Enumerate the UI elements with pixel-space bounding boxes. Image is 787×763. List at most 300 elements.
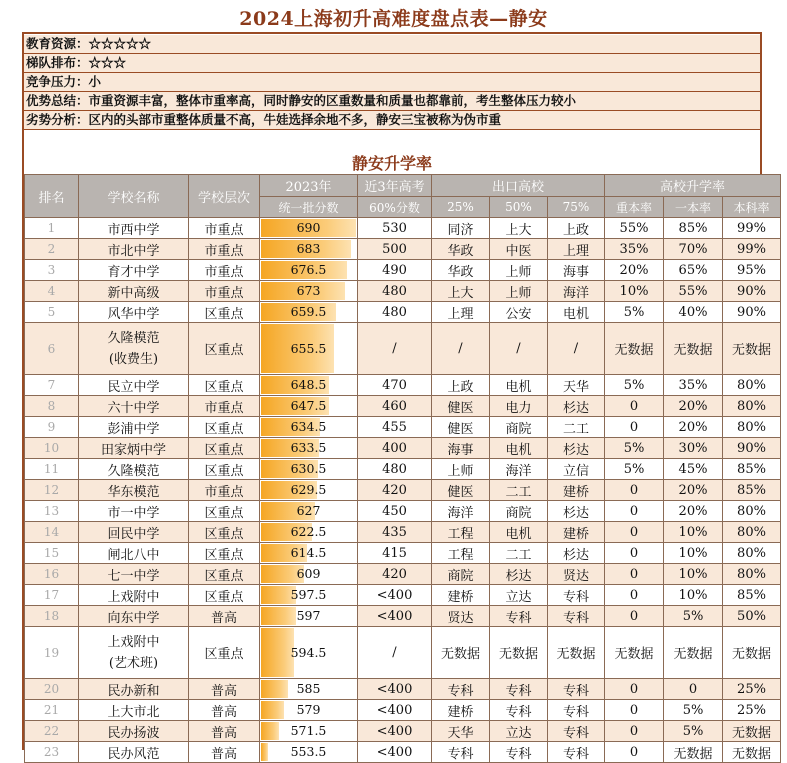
score-value: 629.5 bbox=[290, 482, 327, 497]
score-bar bbox=[261, 701, 284, 719]
cell-exit-75: 杉达 bbox=[548, 438, 605, 459]
cell-score bbox=[260, 260, 358, 281]
cell-exit-25: 上政 bbox=[432, 375, 490, 396]
cell-level: 市重点 bbox=[189, 218, 260, 239]
cell-key-rate: 10% bbox=[605, 281, 664, 302]
cell-exit-50: 海洋 bbox=[490, 459, 548, 480]
cell-exit-25: 海洋 bbox=[432, 501, 490, 522]
cell-gaokao-60: 530 bbox=[358, 218, 432, 239]
cell-school: 田家炳中学 bbox=[79, 438, 189, 459]
cell-gaokao-60: 470 bbox=[358, 375, 432, 396]
score-value: 622.5 bbox=[290, 524, 327, 539]
cell-gaokao-60: 450 bbox=[358, 501, 432, 522]
cell-exit-25: 上大 bbox=[432, 281, 490, 302]
page-title: 2024上海初升高难度盘点表—静安 bbox=[239, 8, 548, 30]
cell-rank: 11 bbox=[25, 459, 79, 480]
cell-school: 华东模范 bbox=[79, 480, 189, 501]
cell-school: 彭浦中学 bbox=[79, 417, 189, 438]
cell-tier1-rate: 20% bbox=[664, 501, 723, 522]
cell-key-rate: 0 bbox=[605, 480, 664, 501]
cell-score bbox=[260, 564, 358, 585]
cell-key-rate: 0 bbox=[605, 501, 664, 522]
cell-bachelor-rate: 80% bbox=[723, 417, 781, 438]
cell-rank: 20 bbox=[25, 679, 79, 700]
cell-school: 闸北八中 bbox=[79, 543, 189, 564]
cell-gaokao-60: 490 bbox=[358, 260, 432, 281]
cell-rank: 13 bbox=[25, 501, 79, 522]
table-row bbox=[25, 606, 781, 627]
cell-key-rate: 5% bbox=[605, 459, 664, 480]
cell-key-rate: 0 bbox=[605, 522, 664, 543]
cell-score bbox=[260, 522, 358, 543]
cell-score bbox=[260, 302, 358, 323]
cell-exit-75: 杉达 bbox=[548, 543, 605, 564]
cell-level: 市重点 bbox=[189, 260, 260, 281]
score-value: 673 bbox=[296, 283, 321, 298]
cell-level: 普高 bbox=[189, 679, 260, 700]
cell-level: 区重点 bbox=[189, 501, 260, 522]
cell-bachelor-rate: 50% bbox=[723, 606, 781, 627]
cell-key-rate: 0 bbox=[605, 721, 664, 742]
cell-exit-50: 立达 bbox=[490, 585, 548, 606]
table-row bbox=[25, 564, 781, 585]
table-title: 静安升学率 bbox=[351, 154, 432, 173]
score-value: 676.5 bbox=[290, 262, 327, 277]
cell-level: 区重点 bbox=[189, 459, 260, 480]
cell-gaokao-60: 415 bbox=[358, 543, 432, 564]
score-value: 597 bbox=[296, 608, 321, 623]
score-value: 571.5 bbox=[290, 723, 327, 738]
cell-level: 区重点 bbox=[189, 564, 260, 585]
cell-gaokao-60: 400 bbox=[358, 438, 432, 459]
table-row bbox=[25, 396, 781, 417]
table-body bbox=[25, 218, 781, 763]
cell-tier1-rate: 5% bbox=[664, 606, 723, 627]
header-rate-group: 高校升学率 bbox=[605, 175, 781, 197]
table-row bbox=[25, 281, 781, 302]
cell-gaokao-60: 480 bbox=[358, 459, 432, 480]
header-level: 学校层次 bbox=[189, 175, 260, 218]
score-value: 647.5 bbox=[290, 398, 327, 413]
cell-tier1-rate: 85% bbox=[664, 218, 723, 239]
cell-bachelor-rate: 90% bbox=[723, 438, 781, 459]
table-row bbox=[25, 239, 781, 260]
info-value-disadvantages: 区内的头部市重整体质量不高，牛娃选择余地不多，静安三宝被称为伪市重 bbox=[88, 112, 502, 127]
table-row bbox=[25, 323, 781, 375]
cell-level: 市重点 bbox=[189, 281, 260, 302]
table-row bbox=[25, 417, 781, 438]
cell-rank: 9 bbox=[25, 417, 79, 438]
info-label-resources: 教育资源： bbox=[26, 36, 89, 51]
cell-exit-50: 商院 bbox=[490, 417, 548, 438]
cell-tier1-rate: 20% bbox=[664, 396, 723, 417]
cell-gaokao-60: 480 bbox=[358, 302, 432, 323]
cell-exit-75: 建桥 bbox=[548, 522, 605, 543]
cell-tier1-rate: 10% bbox=[664, 564, 723, 585]
cell-gaokao-60: 460 bbox=[358, 396, 432, 417]
cell-rank: 14 bbox=[25, 522, 79, 543]
cell-tier1-rate: 40% bbox=[664, 302, 723, 323]
score-value: 683 bbox=[296, 241, 321, 256]
cell-level: 普高 bbox=[189, 700, 260, 721]
score-bar bbox=[261, 743, 268, 761]
cell-exit-25: 海事 bbox=[432, 438, 490, 459]
cell-score bbox=[260, 721, 358, 742]
score-bar bbox=[261, 628, 294, 677]
cell-school: 上戏附中 (艺术班) bbox=[79, 627, 189, 679]
cell-gaokao-60: <400 bbox=[358, 606, 432, 627]
cell-bachelor-rate: 无数据 bbox=[723, 721, 781, 742]
cell-exit-75: 建桥 bbox=[548, 480, 605, 501]
cell-bachelor-rate: 95% bbox=[723, 260, 781, 281]
cell-level: 区重点 bbox=[189, 417, 260, 438]
cell-level: 普高 bbox=[189, 606, 260, 627]
cell-bachelor-rate: 80% bbox=[723, 522, 781, 543]
cell-score bbox=[260, 281, 358, 302]
cell-gaokao-60: <400 bbox=[358, 679, 432, 700]
cell-exit-50: 商院 bbox=[490, 501, 548, 522]
cell-level: 区重点 bbox=[189, 543, 260, 564]
cell-exit-25: 健医 bbox=[432, 396, 490, 417]
cell-gaokao-60: 455 bbox=[358, 417, 432, 438]
cell-score bbox=[260, 438, 358, 459]
cell-school: 民立中学 bbox=[79, 375, 189, 396]
cell-exit-25: 专科 bbox=[432, 679, 490, 700]
cell-exit-75: 上理 bbox=[548, 239, 605, 260]
cell-bachelor-rate: 25% bbox=[723, 700, 781, 721]
score-value: 579 bbox=[296, 702, 321, 717]
info-value-tiers: ☆☆☆ bbox=[88, 55, 127, 70]
score-bar bbox=[261, 722, 279, 740]
cell-exit-25: 商院 bbox=[432, 564, 490, 585]
header-bachelor-rate: 本科率 bbox=[723, 197, 781, 218]
cell-exit-50: 专科 bbox=[490, 679, 548, 700]
cell-exit-50: 公安 bbox=[490, 302, 548, 323]
cell-exit-75: 无数据 bbox=[548, 627, 605, 679]
cell-level: 区重点 bbox=[189, 323, 260, 375]
cell-school: 新中高级 bbox=[79, 281, 189, 302]
cell-exit-50: 上师 bbox=[490, 260, 548, 281]
cell-level: 市重点 bbox=[189, 239, 260, 260]
cell-exit-25: 无数据 bbox=[432, 627, 490, 679]
cell-bachelor-rate: 85% bbox=[723, 585, 781, 606]
cell-rank: 18 bbox=[25, 606, 79, 627]
cell-exit-50: 无数据 bbox=[490, 627, 548, 679]
cell-exit-75: / bbox=[548, 323, 605, 375]
cell-score bbox=[260, 627, 358, 679]
cell-exit-50: 杉达 bbox=[490, 564, 548, 585]
cell-level: 区重点 bbox=[189, 585, 260, 606]
cell-school: 民办扬波 bbox=[79, 721, 189, 742]
info-value-resources: ☆☆☆☆☆ bbox=[88, 36, 152, 51]
cell-exit-50: 电机 bbox=[490, 522, 548, 543]
cell-tier1-rate: 35% bbox=[664, 375, 723, 396]
cell-tier1-rate: 0 bbox=[664, 679, 723, 700]
cell-exit-75: 专科 bbox=[548, 721, 605, 742]
cell-school: 向东中学 bbox=[79, 606, 189, 627]
score-value: 690 bbox=[296, 220, 321, 235]
cell-exit-50: 专科 bbox=[490, 606, 548, 627]
cell-rank: 7 bbox=[25, 375, 79, 396]
cell-gaokao-60: <400 bbox=[358, 742, 432, 763]
cell-school: 七一中学 bbox=[79, 564, 189, 585]
cell-exit-25: 建桥 bbox=[432, 700, 490, 721]
cell-tier1-rate: 30% bbox=[664, 438, 723, 459]
cell-tier1-rate: 45% bbox=[664, 459, 723, 480]
cell-school: 市西中学 bbox=[79, 218, 189, 239]
cell-exit-25: 工程 bbox=[432, 522, 490, 543]
info-row-disadvantages bbox=[24, 111, 760, 130]
cell-level: 区重点 bbox=[189, 302, 260, 323]
cell-rank: 21 bbox=[25, 700, 79, 721]
cell-exit-75: 专科 bbox=[548, 606, 605, 627]
cell-rank: 6 bbox=[25, 323, 79, 375]
cell-gaokao-60: 480 bbox=[358, 281, 432, 302]
cell-school: 久隆模范 bbox=[79, 459, 189, 480]
cell-key-rate: 0 bbox=[605, 700, 664, 721]
cell-school: 回民中学 bbox=[79, 522, 189, 543]
cell-tier1-rate: 无数据 bbox=[664, 627, 723, 679]
cell-key-rate: 20% bbox=[605, 260, 664, 281]
cell-school: 育才中学 bbox=[79, 260, 189, 281]
cell-tier1-rate: 10% bbox=[664, 585, 723, 606]
cell-tier1-rate: 无数据 bbox=[664, 742, 723, 763]
cell-exit-75: 专科 bbox=[548, 679, 605, 700]
cell-tier1-rate: 5% bbox=[664, 700, 723, 721]
cell-school: 久隆模范 (收费生) bbox=[79, 323, 189, 375]
cell-exit-25: 上理 bbox=[432, 302, 490, 323]
cell-exit-75: 上政 bbox=[548, 218, 605, 239]
cell-exit-25: 工程 bbox=[432, 543, 490, 564]
cell-gaokao-60: 420 bbox=[358, 480, 432, 501]
score-bar bbox=[261, 607, 296, 625]
header-p50: 50% bbox=[490, 197, 548, 218]
cell-exit-25: 华政 bbox=[432, 239, 490, 260]
table-row bbox=[25, 501, 781, 522]
cell-tier1-rate: 无数据 bbox=[664, 323, 723, 375]
cell-score bbox=[260, 417, 358, 438]
cell-key-rate: 0 bbox=[605, 585, 664, 606]
score-value: 630.5 bbox=[290, 461, 327, 476]
cell-gaokao-60: / bbox=[358, 323, 432, 375]
table-row bbox=[25, 459, 781, 480]
cell-rank: 10 bbox=[25, 438, 79, 459]
table-row bbox=[25, 700, 781, 721]
cell-key-rate: 0 bbox=[605, 564, 664, 585]
score-value: 597.5 bbox=[290, 587, 327, 602]
info-label-pressure: 竞争压力： bbox=[26, 74, 89, 89]
cell-rank: 3 bbox=[25, 260, 79, 281]
cell-exit-75: 专科 bbox=[548, 585, 605, 606]
cell-rank: 16 bbox=[25, 564, 79, 585]
cell-score bbox=[260, 501, 358, 522]
cell-exit-25: 华政 bbox=[432, 260, 490, 281]
cell-exit-25: 同济 bbox=[432, 218, 490, 239]
table-row bbox=[25, 679, 781, 700]
cell-score bbox=[260, 700, 358, 721]
cell-tier1-rate: 70% bbox=[664, 239, 723, 260]
cell-key-rate: 35% bbox=[605, 239, 664, 260]
cell-key-rate: 0 bbox=[605, 417, 664, 438]
cell-level: 区重点 bbox=[189, 627, 260, 679]
header-p25: 25% bbox=[432, 197, 490, 218]
score-value: 633.5 bbox=[290, 440, 327, 455]
table-row bbox=[25, 721, 781, 742]
cell-rank: 15 bbox=[25, 543, 79, 564]
cell-exit-50: 电机 bbox=[490, 438, 548, 459]
cell-rank: 23 bbox=[25, 742, 79, 763]
cell-score bbox=[260, 375, 358, 396]
cell-score bbox=[260, 323, 358, 375]
cell-level: 市重点 bbox=[189, 480, 260, 501]
header-score-bottom: 统一批分数 bbox=[260, 197, 358, 218]
cell-bachelor-rate: 80% bbox=[723, 543, 781, 564]
cell-gaokao-60: <400 bbox=[358, 721, 432, 742]
cell-rank: 2 bbox=[25, 239, 79, 260]
cell-exit-50: 电力 bbox=[490, 396, 548, 417]
cell-rank: 22 bbox=[25, 721, 79, 742]
cell-level: 市重点 bbox=[189, 396, 260, 417]
score-value: 627 bbox=[296, 503, 321, 518]
cell-tier1-rate: 20% bbox=[664, 417, 723, 438]
table-row bbox=[25, 260, 781, 281]
cell-key-rate: 5% bbox=[605, 375, 664, 396]
cell-bachelor-rate: 99% bbox=[723, 239, 781, 260]
cell-key-rate: 0 bbox=[605, 606, 664, 627]
cell-rank: 4 bbox=[25, 281, 79, 302]
table-row bbox=[25, 627, 781, 679]
cell-score bbox=[260, 543, 358, 564]
table-row bbox=[25, 438, 781, 459]
cell-bachelor-rate: 90% bbox=[723, 281, 781, 302]
cell-exit-50: 立达 bbox=[490, 721, 548, 742]
cell-key-rate: 无数据 bbox=[605, 627, 664, 679]
cell-exit-75: 杉达 bbox=[548, 396, 605, 417]
cell-exit-25: 上师 bbox=[432, 459, 490, 480]
cell-score bbox=[260, 480, 358, 501]
cell-rank: 1 bbox=[25, 218, 79, 239]
cell-exit-75: 电机 bbox=[548, 302, 605, 323]
cell-key-rate: 0 bbox=[605, 742, 664, 763]
cell-school: 民办新和 bbox=[79, 679, 189, 700]
score-value: 655.5 bbox=[290, 340, 327, 356]
cell-tier1-rate: 5% bbox=[664, 721, 723, 742]
info-row-resources bbox=[24, 35, 760, 54]
cell-score bbox=[260, 459, 358, 480]
header-exit-group: 出口高校 bbox=[432, 175, 605, 197]
cell-gaokao-60: <400 bbox=[358, 700, 432, 721]
table-row bbox=[25, 585, 781, 606]
cell-level: 区重点 bbox=[189, 522, 260, 543]
header-school: 学校名称 bbox=[79, 175, 189, 218]
cell-key-rate: 无数据 bbox=[605, 323, 664, 375]
cell-gaokao-60: <400 bbox=[358, 585, 432, 606]
header-score-top: 2023年 bbox=[260, 175, 358, 197]
cell-exit-75: 专科 bbox=[548, 742, 605, 763]
cell-school: 民办风范 bbox=[79, 742, 189, 763]
cell-key-rate: 0 bbox=[605, 396, 664, 417]
header-key-rate: 重本率 bbox=[605, 197, 664, 218]
cell-score bbox=[260, 606, 358, 627]
cell-level: 区重点 bbox=[189, 438, 260, 459]
cell-school: 风华中学 bbox=[79, 302, 189, 323]
cell-exit-25: 健医 bbox=[432, 417, 490, 438]
cell-exit-50: 专科 bbox=[490, 700, 548, 721]
cell-exit-25: 健医 bbox=[432, 480, 490, 501]
cell-exit-75: 海洋 bbox=[548, 281, 605, 302]
cell-bachelor-rate: 85% bbox=[723, 459, 781, 480]
info-row-advantages bbox=[24, 92, 760, 111]
cell-exit-75: 专科 bbox=[548, 700, 605, 721]
cell-score bbox=[260, 396, 358, 417]
score-value: 648.5 bbox=[290, 377, 327, 392]
cell-tier1-rate: 10% bbox=[664, 522, 723, 543]
cell-exit-75: 二工 bbox=[548, 417, 605, 438]
cell-tier1-rate: 10% bbox=[664, 543, 723, 564]
cell-school: 上大市北 bbox=[79, 700, 189, 721]
score-value: 585 bbox=[296, 681, 321, 696]
cell-exit-75: 天华 bbox=[548, 375, 605, 396]
header-tier1-rate: 一本率 bbox=[664, 197, 723, 218]
cell-exit-25: / bbox=[432, 323, 490, 375]
header-gaokao-bottom: 60%分数 bbox=[358, 197, 432, 218]
cell-bachelor-rate: 80% bbox=[723, 564, 781, 585]
info-label-advantages: 优势总结： bbox=[26, 93, 89, 108]
cell-exit-50: 专科 bbox=[490, 742, 548, 763]
cell-school: 市北中学 bbox=[79, 239, 189, 260]
cell-school: 上戏附中 bbox=[79, 585, 189, 606]
cell-exit-50: 上大 bbox=[490, 218, 548, 239]
cell-level: 普高 bbox=[189, 742, 260, 763]
cell-key-rate: 5% bbox=[605, 438, 664, 459]
table-row bbox=[25, 218, 781, 239]
header-p75: 75% bbox=[548, 197, 605, 218]
table-row bbox=[25, 480, 781, 501]
score-bar bbox=[261, 680, 288, 698]
cell-exit-25: 建桥 bbox=[432, 585, 490, 606]
cell-exit-50: / bbox=[490, 323, 548, 375]
cell-rank: 17 bbox=[25, 585, 79, 606]
header-rank: 排名 bbox=[25, 175, 79, 218]
cell-exit-50: 二工 bbox=[490, 480, 548, 501]
cell-rank: 12 bbox=[25, 480, 79, 501]
cell-score bbox=[260, 218, 358, 239]
info-label-tiers: 梯队排布： bbox=[26, 55, 89, 70]
cell-exit-75: 贤达 bbox=[548, 564, 605, 585]
cell-gaokao-60: 420 bbox=[358, 564, 432, 585]
cell-score bbox=[260, 239, 358, 260]
cell-exit-50: 二工 bbox=[490, 543, 548, 564]
cell-exit-50: 电机 bbox=[490, 375, 548, 396]
cell-score bbox=[260, 585, 358, 606]
cell-exit-75: 立信 bbox=[548, 459, 605, 480]
cell-gaokao-60: 435 bbox=[358, 522, 432, 543]
info-label-disadvantages: 劣势分析： bbox=[26, 112, 89, 127]
cell-exit-25: 贤达 bbox=[432, 606, 490, 627]
info-row-tiers bbox=[24, 54, 760, 73]
cell-tier1-rate: 20% bbox=[664, 480, 723, 501]
score-value: 594.5 bbox=[290, 644, 327, 660]
table-row bbox=[25, 302, 781, 323]
cell-bachelor-rate: 90% bbox=[723, 302, 781, 323]
table-row bbox=[25, 742, 781, 763]
info-value-advantages: 市重资源丰富，整体市重率高，同时静安的区重数量和质量也都靠前，考生整体压力较小 bbox=[88, 93, 577, 108]
cell-exit-25: 专科 bbox=[432, 742, 490, 763]
cell-level: 区重点 bbox=[189, 375, 260, 396]
admission-table bbox=[24, 174, 781, 763]
cell-bachelor-rate: 85% bbox=[723, 480, 781, 501]
cell-key-rate: 0 bbox=[605, 543, 664, 564]
